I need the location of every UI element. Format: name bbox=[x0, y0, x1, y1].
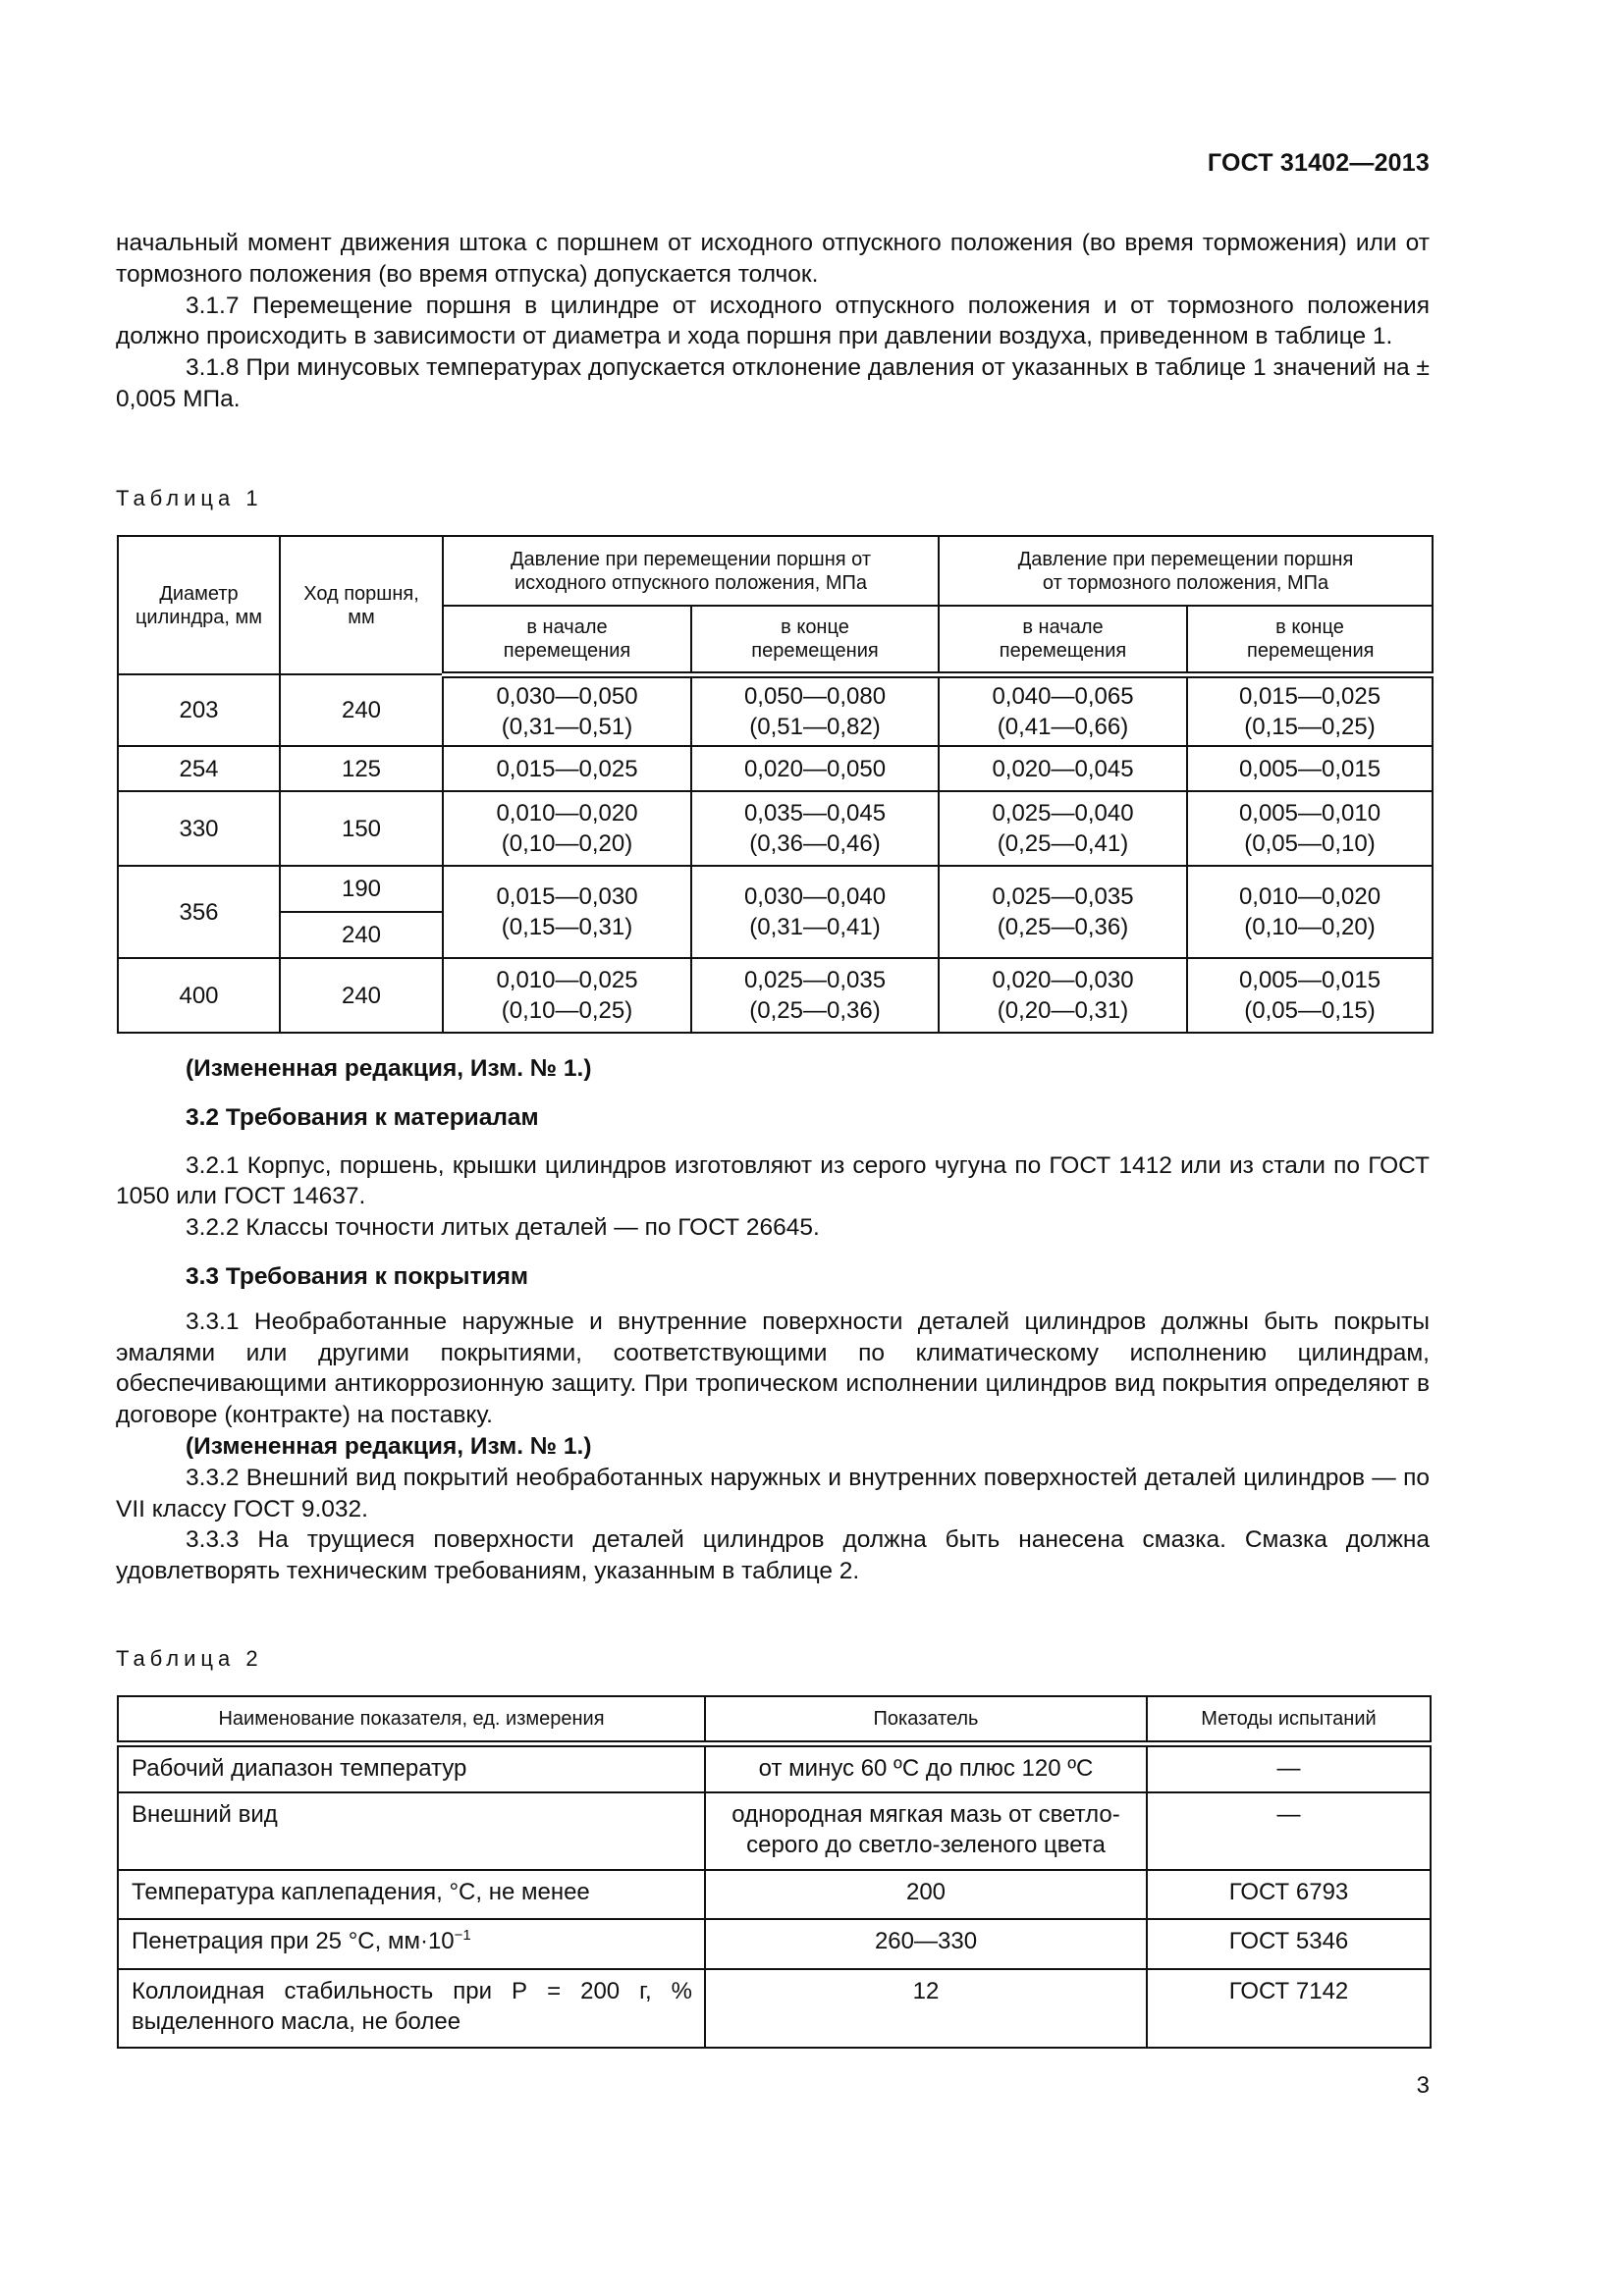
value-mpa: 0,035—0,045 bbox=[743, 800, 887, 827]
header-value: Показатель bbox=[705, 1696, 1147, 1743]
cell-stroke: 150 bbox=[280, 791, 443, 866]
page-number: 3 bbox=[1416, 2072, 1430, 2099]
cell-name: Внешний вид bbox=[118, 1792, 705, 1870]
header-brake-start: в начале перемещения bbox=[939, 606, 1187, 674]
cell-name: Температура каплепадения, °С, не менее bbox=[118, 1870, 705, 1919]
table-1-pressure bbox=[117, 535, 1434, 1034]
cell-diameter: 400 bbox=[118, 958, 280, 1033]
table-header-row bbox=[118, 1696, 1431, 1743]
cell-brake-end bbox=[1187, 791, 1433, 866]
value-kgf: (0,25—0,36) bbox=[997, 914, 1129, 940]
cell-value: 12 bbox=[705, 1969, 1147, 2048]
table-row bbox=[118, 1743, 1431, 1792]
cell-release-end bbox=[691, 674, 939, 746]
section-3-2-block bbox=[116, 1053, 1430, 1587]
cell-release-start bbox=[443, 866, 691, 958]
cell-method: ГОСТ 7142 bbox=[1147, 1969, 1431, 2048]
cell-value: 260—330 bbox=[705, 1919, 1147, 1969]
table-header-row bbox=[118, 536, 1433, 606]
cell-brake-start bbox=[939, 791, 1187, 866]
value-kgf: (0,25—0,36) bbox=[749, 997, 881, 1024]
superscript-exponent: −1 bbox=[454, 1927, 471, 1944]
table-row bbox=[118, 1969, 1431, 2048]
value-mpa: 0,020—0,030 bbox=[992, 967, 1134, 993]
cell-release-start bbox=[443, 791, 691, 866]
cell-release-start bbox=[443, 958, 691, 1033]
header-group-brake: Давление при перемещении поршня от тормозного положения, МПа bbox=[939, 536, 1433, 606]
header-method: Методы испытаний bbox=[1147, 1696, 1431, 1743]
continued-paragraph: начальный момент движения штока с поршнем от исходного отпускного положения (во время торможения) или от тормозного положения (во время отпуска) допускается толчок. bbox=[116, 230, 1430, 288]
cell-method: ГОСТ 6793 bbox=[1147, 1870, 1431, 1919]
value-mpa: 0,040—0,065 bbox=[992, 682, 1134, 710]
cell-release-end bbox=[691, 866, 939, 958]
table-row bbox=[118, 746, 1433, 791]
cell-release-start: 0,015—0,025 bbox=[443, 746, 691, 791]
cell-name bbox=[118, 1919, 705, 1969]
header-name: Наименование показателя, ед. измерения bbox=[118, 1696, 705, 1743]
cell-method: — bbox=[1147, 1743, 1431, 1792]
value-kgf: (0,20—0,31) bbox=[997, 997, 1129, 1024]
cell-brake-end bbox=[1187, 674, 1433, 746]
clause-3-3-3: 3.3.3 На трущиеся поверхности деталей цилиндров должна быть нанесена смазка. Смазка должна удовлетворять техническим требованиям, указанным в таблице 2. bbox=[116, 1526, 1430, 1585]
cell-brake-start bbox=[939, 958, 1187, 1033]
value-mpa: 0,015—0,030 bbox=[496, 883, 638, 910]
intro-text bbox=[116, 228, 1430, 415]
value-mpa: 0,025—0,040 bbox=[992, 800, 1134, 827]
value-mpa: 0,010—0,020 bbox=[1238, 883, 1381, 910]
header-group-release: Давление при перемещении поршня от исходного отпускного положения, МПа bbox=[443, 536, 939, 606]
cell-value: 200 bbox=[705, 1870, 1147, 1919]
clause-3-1-7: 3.1.7 Перемещение поршня в цилиндре от исходного отпускного положения и от тормозного положения должно происходить в зависимости от диаметра и хода поршня при давлении воздуха, приведенном в таблице 1. bbox=[116, 292, 1430, 350]
cell-brake-end: 0,005—0,015 bbox=[1187, 746, 1433, 791]
value-kgf: (0,05—0,10) bbox=[1244, 830, 1376, 857]
value-mpa: 0,010—0,020 bbox=[496, 800, 638, 827]
cell-diameter: 254 bbox=[118, 746, 280, 791]
table-1-label: Таблица 1 bbox=[116, 486, 263, 510]
value-mpa: 0,015—0,025 bbox=[1238, 682, 1381, 710]
clause-3-2-1: 3.2.1 Корпус, поршень, крышки цилиндров изготовляют из серого чугуна по ГОСТ 1412 или из стали по ГОСТ 1050 или ГОСТ 14637. bbox=[116, 1151, 1430, 1210]
header-diameter: Диаметр цилиндра, мм bbox=[118, 536, 280, 674]
value-kgf: (0,10—0,25) bbox=[501, 997, 633, 1024]
clause-3-1-8: 3.1.8 При минусовых температурах допускается отклонение давления от указанных в таблице 1 значений на ± 0,005 МПа. bbox=[116, 354, 1430, 412]
cell-brake-start bbox=[939, 674, 1187, 746]
cell-release-end bbox=[691, 958, 939, 1033]
value-kgf: (0,10—0,20) bbox=[1244, 914, 1376, 940]
header-stroke: Ход поршня, мм bbox=[280, 536, 443, 674]
value-mpa: 0,005—0,015 bbox=[1238, 967, 1381, 993]
value-kgf: (0,15—0,31) bbox=[501, 914, 633, 940]
header-release-start: в начале перемещения bbox=[443, 606, 691, 674]
cell-name: Коллоидная стабильность при Р = 200 г, % выделенного масла, не более bbox=[118, 1969, 705, 2048]
cell-name: Рабочий диапазон температур bbox=[118, 1743, 705, 1792]
cell-release-end bbox=[691, 791, 939, 866]
clause-3-3-2: 3.3.2 Внешний вид покрытий необработанных наружных и внутренних поверхностей деталей цилиндров — по VII классу ГОСТ 9.032. bbox=[116, 1464, 1430, 1522]
value-kgf: (0,05—0,15) bbox=[1244, 997, 1376, 1024]
value-mpa: 0,030—0,040 bbox=[743, 883, 887, 910]
value-mpa: 0,025—0,035 bbox=[743, 967, 887, 993]
value-kgf: (0,10—0,20) bbox=[501, 830, 633, 857]
table-row bbox=[118, 958, 1433, 1033]
table-row bbox=[118, 1792, 1431, 1870]
cell-name-text: Пенетрация при 25 °С, мм·10 bbox=[132, 1928, 455, 1954]
value-mpa: 0,050—0,080 bbox=[743, 682, 887, 710]
cell-release-start bbox=[443, 674, 691, 746]
cell-brake-end bbox=[1187, 958, 1433, 1033]
cell-brake-start: 0,020—0,045 bbox=[939, 746, 1187, 791]
value-kgf: (0,36—0,46) bbox=[749, 830, 881, 857]
cell-stroke: 125 bbox=[280, 746, 443, 791]
cell-brake-start bbox=[939, 866, 1187, 958]
table-2-lubricant bbox=[117, 1695, 1432, 2049]
cell-stroke: 240 bbox=[280, 958, 443, 1033]
cell-diameter: 356 bbox=[118, 866, 280, 958]
value-mpa: 0,005—0,010 bbox=[1238, 800, 1381, 827]
value-mpa: 0,010—0,025 bbox=[496, 967, 638, 993]
section-3-2-heading: 3.2 Требования к материалам bbox=[186, 1103, 539, 1131]
table-2-label: Таблица 2 bbox=[116, 1646, 263, 1671]
table-row bbox=[118, 674, 1433, 746]
document-header-id: ГОСТ 31402—2013 bbox=[1207, 149, 1430, 177]
cell-release-end: 0,020—0,050 bbox=[691, 746, 939, 791]
cell-method: ГОСТ 5346 bbox=[1147, 1919, 1431, 1969]
header-brake-end: в конце перемещения bbox=[1187, 606, 1433, 674]
cell-value: однородная мягкая мазь от светло-серого до светло-зеленого цвета bbox=[705, 1792, 1147, 1870]
value-mpa: 0,025—0,035 bbox=[992, 883, 1134, 910]
table-row bbox=[118, 791, 1433, 866]
value-kgf: (0,31—0,41) bbox=[749, 914, 881, 940]
value-kgf: (0,15—0,25) bbox=[1244, 713, 1376, 740]
value-kgf: (0,31—0,51) bbox=[501, 713, 633, 740]
cell-diameter: 330 bbox=[118, 791, 280, 866]
clause-3-3-1: 3.3.1 Необработанные наружные и внутренние поверхности деталей цилиндров должны быть покрыты эмалями или другими покрытиями, соответствующими по климатическому исполнению цилиндрам, обеспечивающими антикоррозионную защиту. При тропическом исполнении цилиндров вид покрытия определяют в договоре (контракте) на поставку. bbox=[116, 1308, 1430, 1429]
cell-stroke: 240 bbox=[280, 674, 443, 746]
cell-brake-end bbox=[1187, 866, 1433, 958]
cell-diameter: 203 bbox=[118, 674, 280, 746]
value-mpa: 0,030—0,050 bbox=[496, 682, 638, 710]
header-release-end: в конце перемещения bbox=[691, 606, 939, 674]
table-row bbox=[118, 1870, 1431, 1919]
value-kgf: (0,51—0,82) bbox=[749, 713, 881, 740]
table-row bbox=[118, 866, 1433, 912]
cell-value: от минус 60 ºС до плюс 120 ºС bbox=[705, 1743, 1147, 1792]
table-row bbox=[118, 1919, 1431, 1969]
value-kgf: (0,25—0,41) bbox=[997, 830, 1129, 857]
value-kgf: (0,41—0,66) bbox=[997, 713, 1129, 740]
cell-stroke-2: 240 bbox=[280, 912, 443, 958]
section-3-3-heading: 3.3 Требования к покрытиям bbox=[186, 1262, 529, 1290]
cell-stroke: 190 bbox=[280, 866, 443, 912]
section-3-3-amendment-note: (Измененная редакция, Изм. № 1.) bbox=[186, 1432, 592, 1460]
table-1-amendment-note: (Измененная редакция, Изм. № 1.) bbox=[186, 1055, 592, 1082]
clause-3-2-2: 3.2.2 Классы точности литых деталей — по ГОСТ 26645. bbox=[186, 1214, 820, 1242]
cell-method: — bbox=[1147, 1792, 1431, 1870]
